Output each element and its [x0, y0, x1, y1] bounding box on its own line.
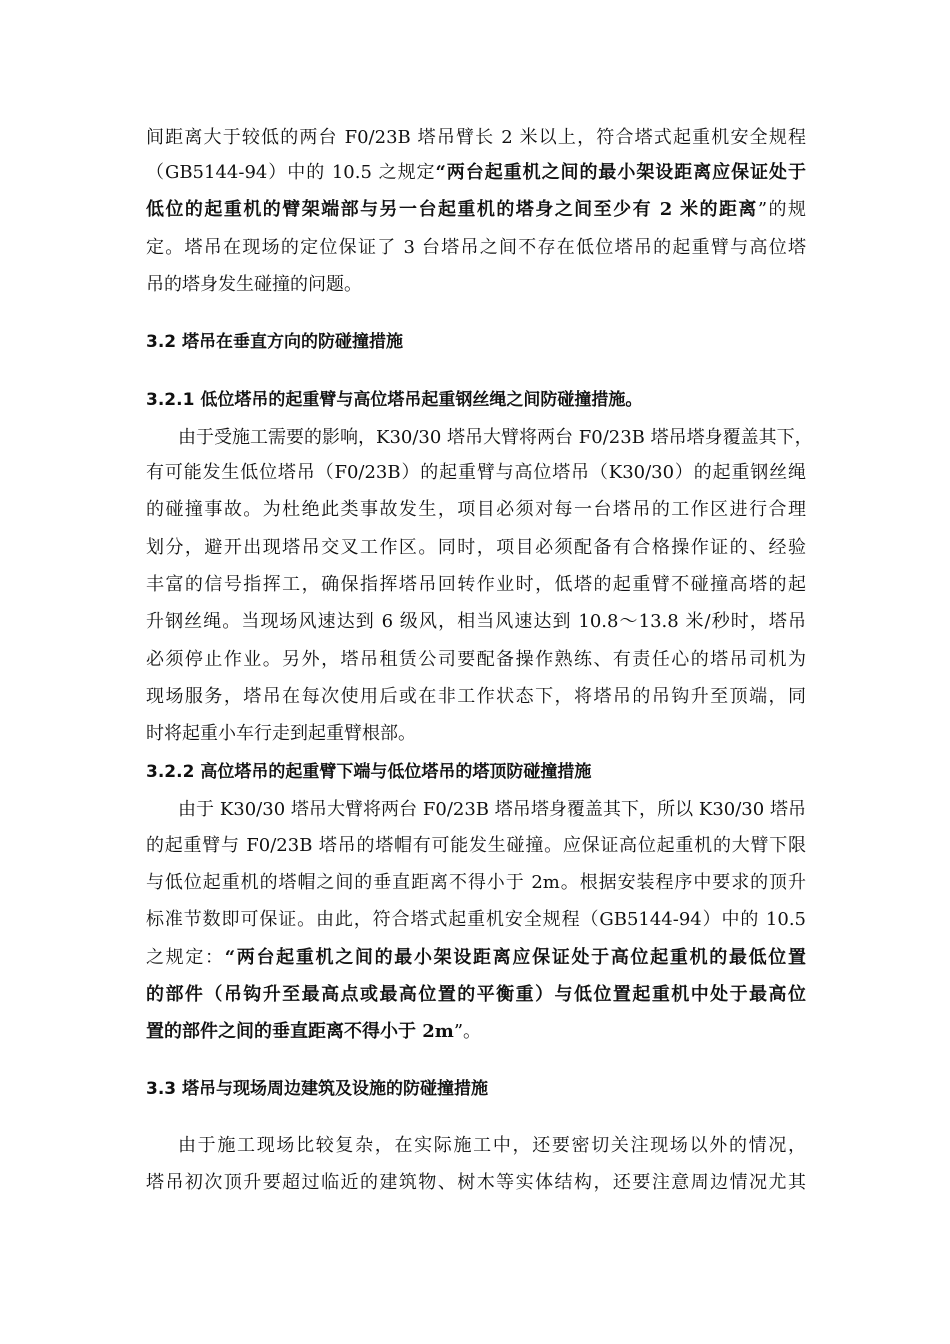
- paragraph-1-line-2-text: （GB5144-94）中的 10.5 之规定: [146, 162, 436, 183]
- heading-3-2-2: 3.2.2 高位塔吊的起重臂下端与低位塔吊的塔顶防碰撞措施: [146, 762, 592, 782]
- paragraph-1-line-4: 定。塔吊在现场的定位保证了 3 台塔吊之间不存在低位塔吊的起重臂与高位塔: [146, 237, 806, 258]
- paragraph-3-line-1: 由于 K30/30 塔吊大臂将两台 F0/23B 塔吊塔身覆盖其下，所以 K30/30 塔吊: [178, 799, 806, 820]
- paragraph-2-line-7: 必须停止作业。另外，塔吊租赁公司要配备操作熟练、有责任心的塔吊司机为: [146, 649, 806, 670]
- paragraph-1-line-3: [146, 198, 806, 222]
- paragraph-3-line-5-text: 之规定：: [146, 947, 225, 968]
- paragraph-1-line-2: [146, 161, 806, 185]
- paragraph-3-line-2: 的起重臂与 F0/23B 塔吊的塔帽有可能发生碰撞。应保证高位起重机的大臂下限: [146, 835, 806, 856]
- heading-3-2: 3.2 塔吊在垂直方向的防碰撞措施: [146, 332, 404, 352]
- paragraph-1-quote-start: “两台起重机之间的最小架设距离应保证处于: [435, 162, 806, 183]
- paragraph-1-line-3-tail: ”的规: [757, 199, 807, 220]
- paragraph-3-quote-body: 的部件（吊钩升至最高点或最高位置的平衡重）与低位置起重机中处于最高位: [146, 984, 806, 1005]
- paragraph-2-line-8: 现场服务，塔吊在每次使用后或在非工作状态下，将塔吊的吊钩升至顶端，同: [146, 686, 806, 707]
- paragraph-3-line-6: [146, 983, 806, 1007]
- paragraph-2-line-5: 丰富的信号指挥工，确保指挥塔吊回转作业时，低塔的起重臂不碰撞高塔的起: [146, 574, 806, 595]
- paragraph-1-line-1: 间距离大于较低的两台 F0/23B 塔吊臂长 2 米以上，符合塔式起重机安全规程: [146, 127, 806, 148]
- paragraph-3-line-5: [146, 946, 806, 970]
- paragraph-3-line-3: 与低位起重机的塔帽之间的垂直距离不得小于 2m。根据安装程序中要求的顶升: [146, 872, 806, 893]
- paragraph-2-line-9: 时将起重小车行走到起重臂根部。: [146, 723, 416, 744]
- paragraph-3-line-4: 标准节数即可保证。由此，符合塔式起重机安全规程（GB5144-94）中的 10.5: [146, 909, 806, 930]
- heading-3-3: 3.3 塔吊与现场周边建筑及设施的防碰撞措施: [146, 1079, 489, 1099]
- paragraph-2-line-1: 由于受施工需要的影响，K30/30 塔吊大臂将两台 F0/23B 塔吊塔身覆盖其下，: [178, 427, 813, 448]
- paragraph-3-line-7-tail: ”。: [453, 1021, 482, 1042]
- paragraph-3-quote-start: “两台起重机之间的最小架设距离应保证处于高位起重机的最低位置: [224, 947, 806, 968]
- paragraph-4-line-1: 由于施工现场比较复杂，在实际施工中，还要密切关注现场以外的情况，: [178, 1135, 806, 1156]
- paragraph-4-line-2: 塔吊初次顶升要超过临近的建筑物、树木等实体结构，还要注意周边情况尤其: [146, 1172, 806, 1193]
- paragraph-2-line-6: 升钢丝绳。当现场风速达到 6 级风，相当风速达到 10.8～13.8 米/秒时，塔吊: [146, 611, 806, 632]
- heading-3-2-1: 3.2.1 低位塔吊的起重臂与高位塔吊起重钢丝绳之间防碰撞措施。: [146, 390, 643, 410]
- paragraph-1-quote-body: 低位的起重机的臂架端部与另一台起重机的塔身之间至少有 2 米的距离: [146, 199, 758, 220]
- paragraph-2-line-3: 的碰撞事故。为杜绝此类事故发生，项目必须对每一台塔吊的工作区进行合理: [146, 499, 806, 520]
- paragraph-2-line-4: 划分，避开出现塔吊交叉工作区。同时，项目必须配备有合格操作证的、经验: [146, 537, 806, 558]
- paragraph-2-line-2: 有可能发生低位塔吊（F0/23B）的起重臂与高位塔吊（K30/30）的起重钢丝绳: [146, 462, 806, 483]
- paragraph-3-quote-end: 置的部件之间的垂直距离不得小于 2m: [146, 1021, 454, 1042]
- paragraph-1-line-5: 吊的塔身发生碰撞的问题。: [146, 274, 362, 295]
- paragraph-3-line-7: [146, 1020, 806, 1044]
